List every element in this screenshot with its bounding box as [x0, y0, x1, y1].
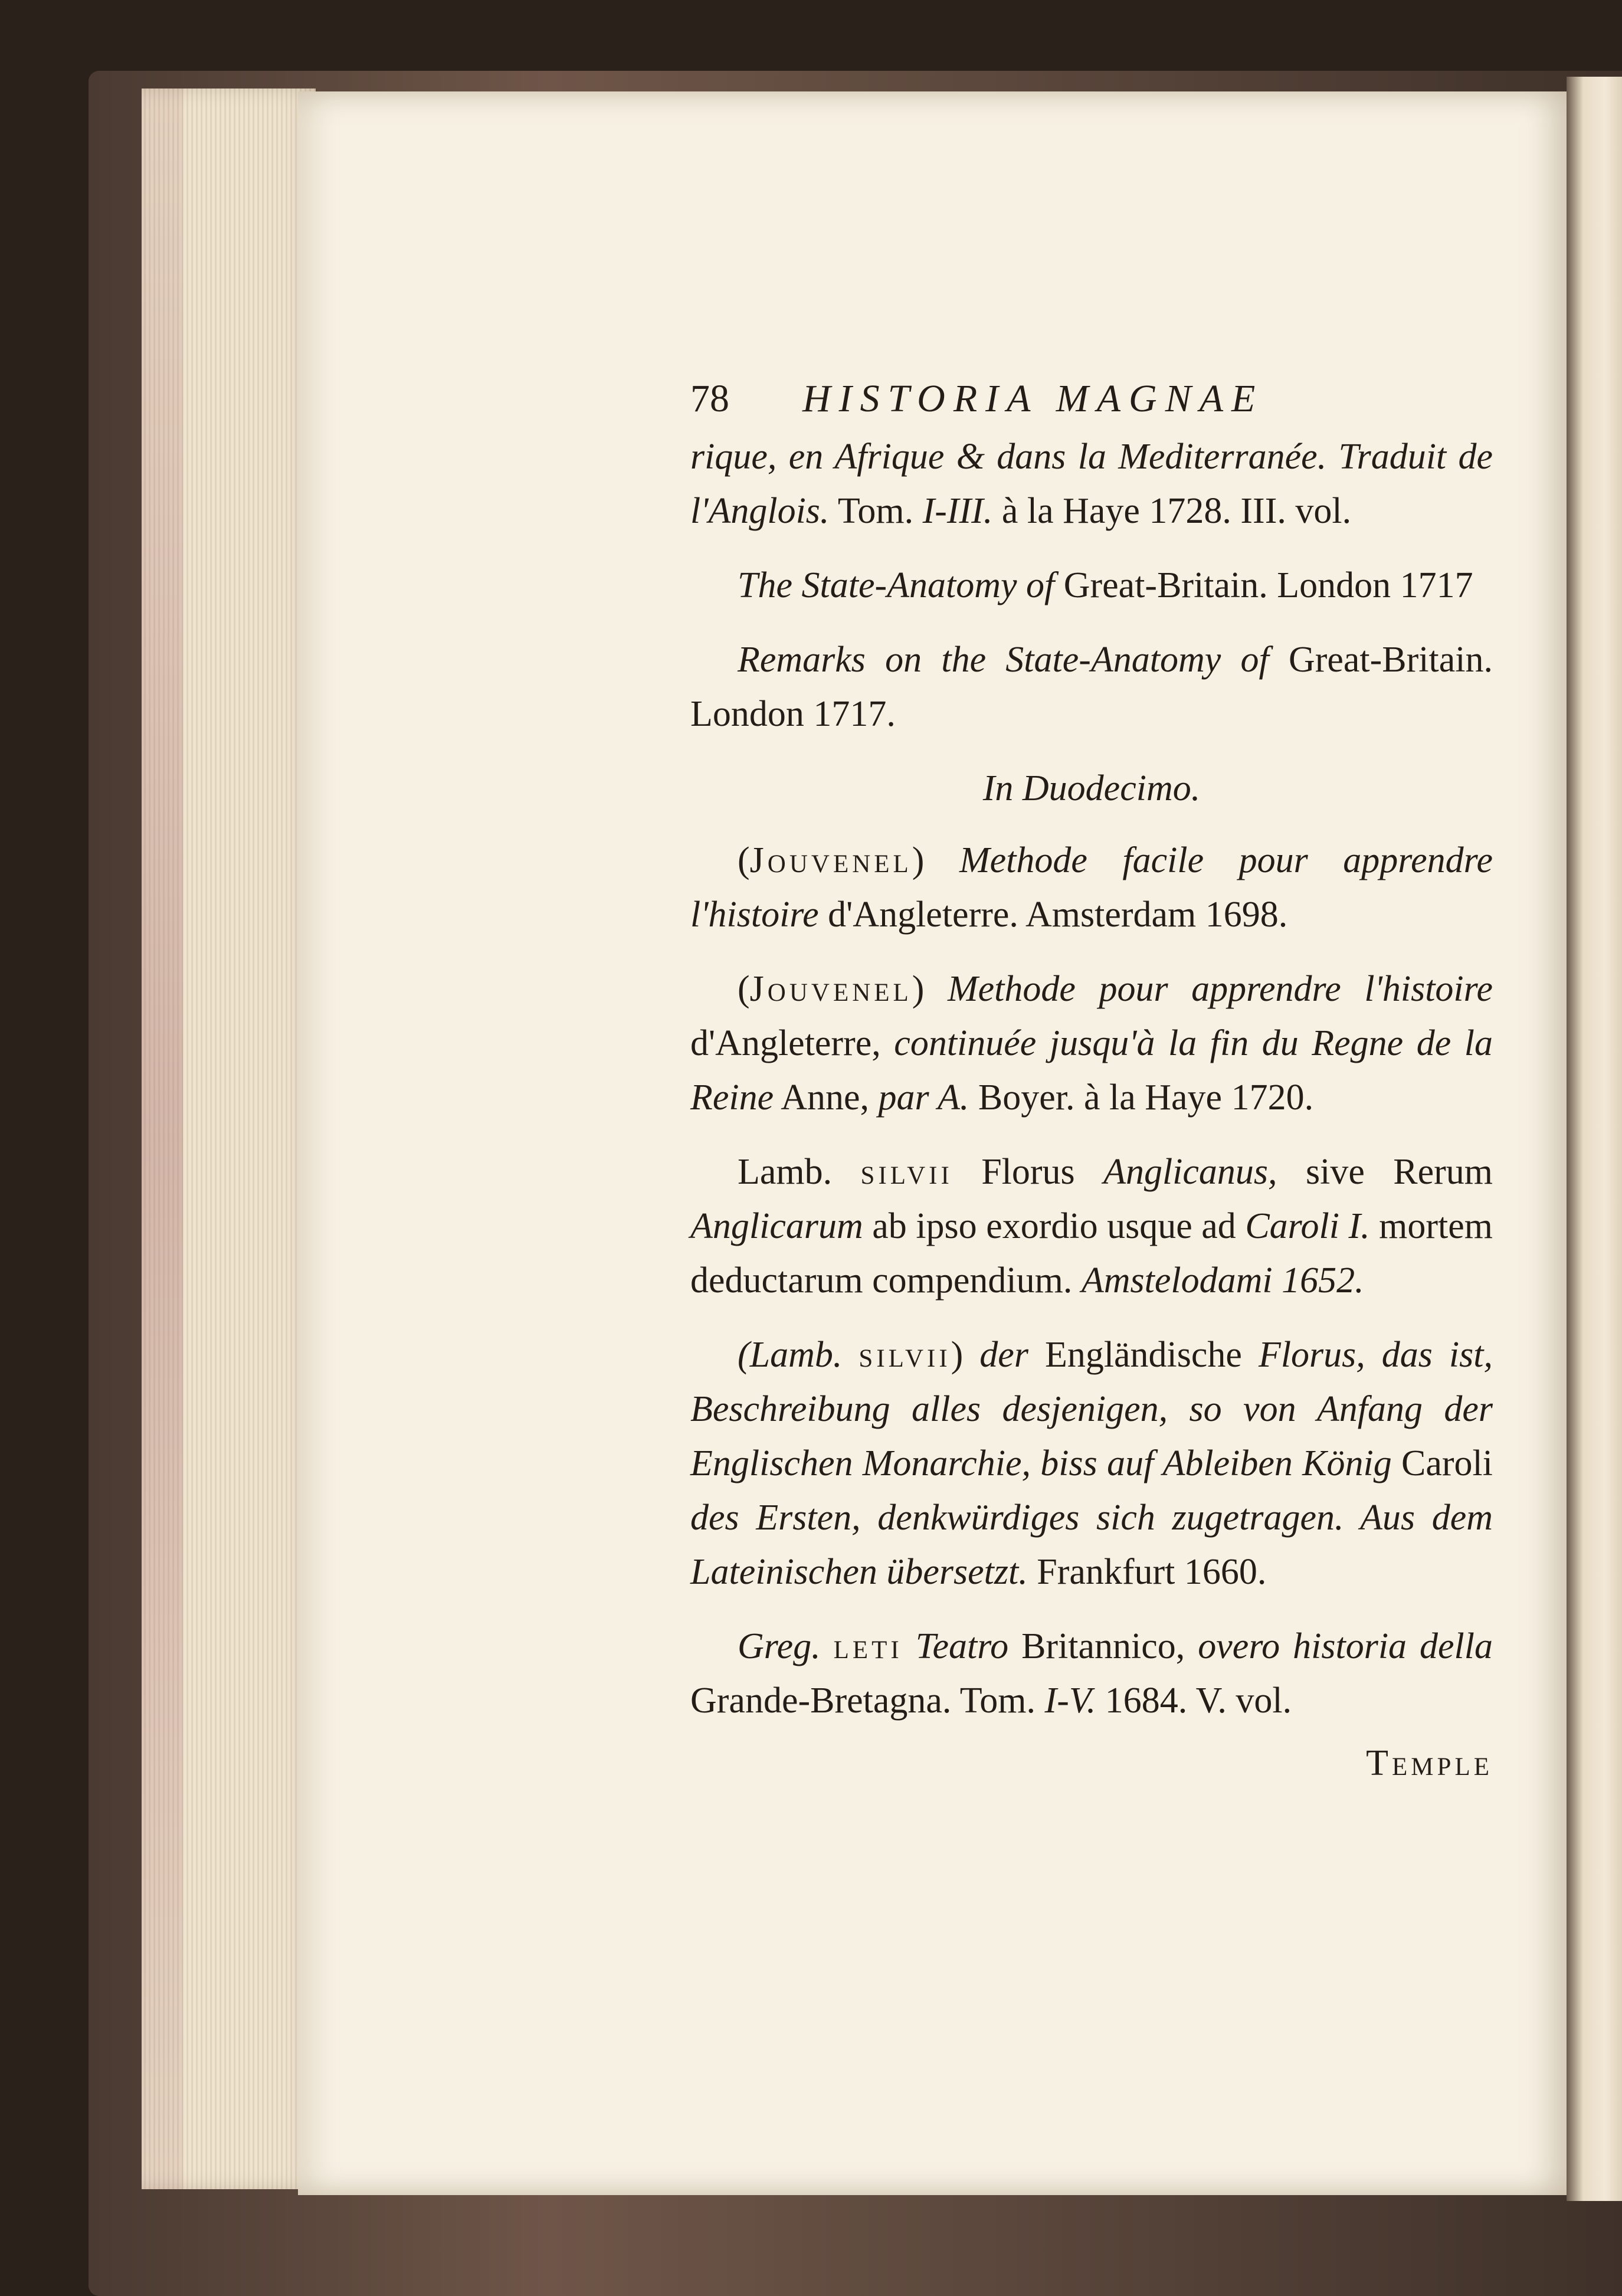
- bibliography-entry: [690, 1619, 1493, 1728]
- entry-text: Caroli I.: [1245, 1206, 1370, 1246]
- entry-text: Boyer. à la Haye 1720.: [969, 1077, 1314, 1118]
- entry-text: rique, en Afrique & dans la Mediterranée. Traduit de l'Anglois.: [690, 437, 1493, 531]
- bibliography-entry: [690, 558, 1493, 613]
- bibliography-entry: [690, 430, 1493, 538]
- entry-text: Methode pour apprendre l'histoire: [948, 969, 1493, 1009]
- entry-text: I-III.: [922, 491, 993, 531]
- entry-text: Amstelodami 1652.: [1081, 1260, 1364, 1301]
- entry-text: Methode facile pour apprendre l'histoire: [690, 840, 1493, 935]
- entry-text: Engländische: [1028, 1335, 1259, 1375]
- entry-text: Teatro: [915, 1626, 1009, 1666]
- entry-text: [842, 1335, 858, 1375]
- page-number: 78: [690, 377, 729, 420]
- entry-text: Florus: [952, 1152, 1104, 1192]
- bibliography-entry: [690, 1145, 1493, 1308]
- entry-text: des Ersten, denkwürdiges sich zugetragen. Aus dem Lateinischen übersetzt.: [690, 1498, 1493, 1592]
- entry-text: [821, 1626, 834, 1666]
- entry-text: Remarks on the State-Anatomy of: [738, 640, 1269, 680]
- entry-text: à la Haye 1728. III. vol.: [992, 491, 1352, 531]
- bibliography-entry: [690, 962, 1493, 1125]
- entry-text: Anglicanus,: [1103, 1152, 1277, 1192]
- bibliography-entry: [690, 833, 1493, 942]
- entry-text: Britannico,: [1008, 1626, 1198, 1666]
- entry-text: Jouvenel: [749, 840, 912, 880]
- bibliography-entry: [690, 633, 1493, 741]
- entry-text: Florus, das ist, Beschreibung alles desjenigen, so von Anfang der Englischen Monarchie, biss auf Ableiben König: [690, 1335, 1493, 1483]
- entry-text: (: [738, 840, 750, 880]
- bibliography-entry: [690, 1328, 1493, 1599]
- entry-text: Jouvenel: [749, 969, 912, 1009]
- entry-text: Frankfurt 1660.: [1027, 1552, 1267, 1592]
- entry-text: mortem deductarum compendium.: [690, 1206, 1493, 1301]
- entry-text: [903, 1626, 916, 1666]
- page-header: [690, 372, 1493, 426]
- entry-text: Tom.: [829, 491, 923, 531]
- entry-text: 1684. V. vol.: [1096, 1681, 1292, 1721]
- entry-text: ): [912, 969, 948, 1009]
- entry-text: (Lamb.: [738, 1335, 843, 1375]
- entry-text: Great-Britain. London 1717.: [690, 640, 1493, 734]
- entry-text: ): [951, 1335, 980, 1375]
- entry-text: d'Angleterre. Amsterdam 1698.: [818, 895, 1288, 935]
- entry-text: der: [979, 1335, 1028, 1375]
- entry-text: I-V.: [1044, 1681, 1096, 1721]
- entry-text: par A.: [878, 1077, 969, 1118]
- entry-text: continuée jusqu'à la fin du Regne de la Reine: [690, 1023, 1493, 1118]
- entry-text: leti: [833, 1626, 903, 1666]
- running-head: HISTORIA MAGNAE: [802, 377, 1264, 420]
- section-heading: In Duodecimo.: [982, 768, 1201, 808]
- page-gutter: [1567, 77, 1622, 2201]
- entry-text: (: [738, 969, 750, 1009]
- entry-text: ): [912, 840, 959, 880]
- entry-text: Anne,: [774, 1077, 879, 1118]
- entry-text: Anglicarum: [690, 1206, 863, 1246]
- entry-text: silvii: [858, 1335, 951, 1375]
- edge-tint: [142, 89, 183, 2189]
- entry-text: Lamb.: [738, 1152, 861, 1192]
- entry-text: Great-Britain. London 1717: [1054, 565, 1473, 605]
- entry-text: ab ipso exordio usque ad: [863, 1206, 1246, 1246]
- entry-text: sive Rerum: [1277, 1152, 1493, 1192]
- entry-text: Greg.: [738, 1626, 821, 1666]
- page-edges: [142, 89, 316, 2189]
- entry-text: silvii: [860, 1152, 953, 1192]
- catchword: Temple: [1366, 1743, 1493, 1783]
- text-block: [690, 372, 1493, 1790]
- bibliography-entries: [690, 430, 1493, 1728]
- entry-text: The State-Anatomy of: [738, 565, 1055, 605]
- entry-text: Grande-Bretagna. Tom.: [690, 1681, 1045, 1721]
- entry-text: d'Angleterre,: [690, 1023, 894, 1063]
- entry-text: Caroli: [1391, 1443, 1493, 1483]
- entry-text: overo historia della: [1198, 1626, 1493, 1666]
